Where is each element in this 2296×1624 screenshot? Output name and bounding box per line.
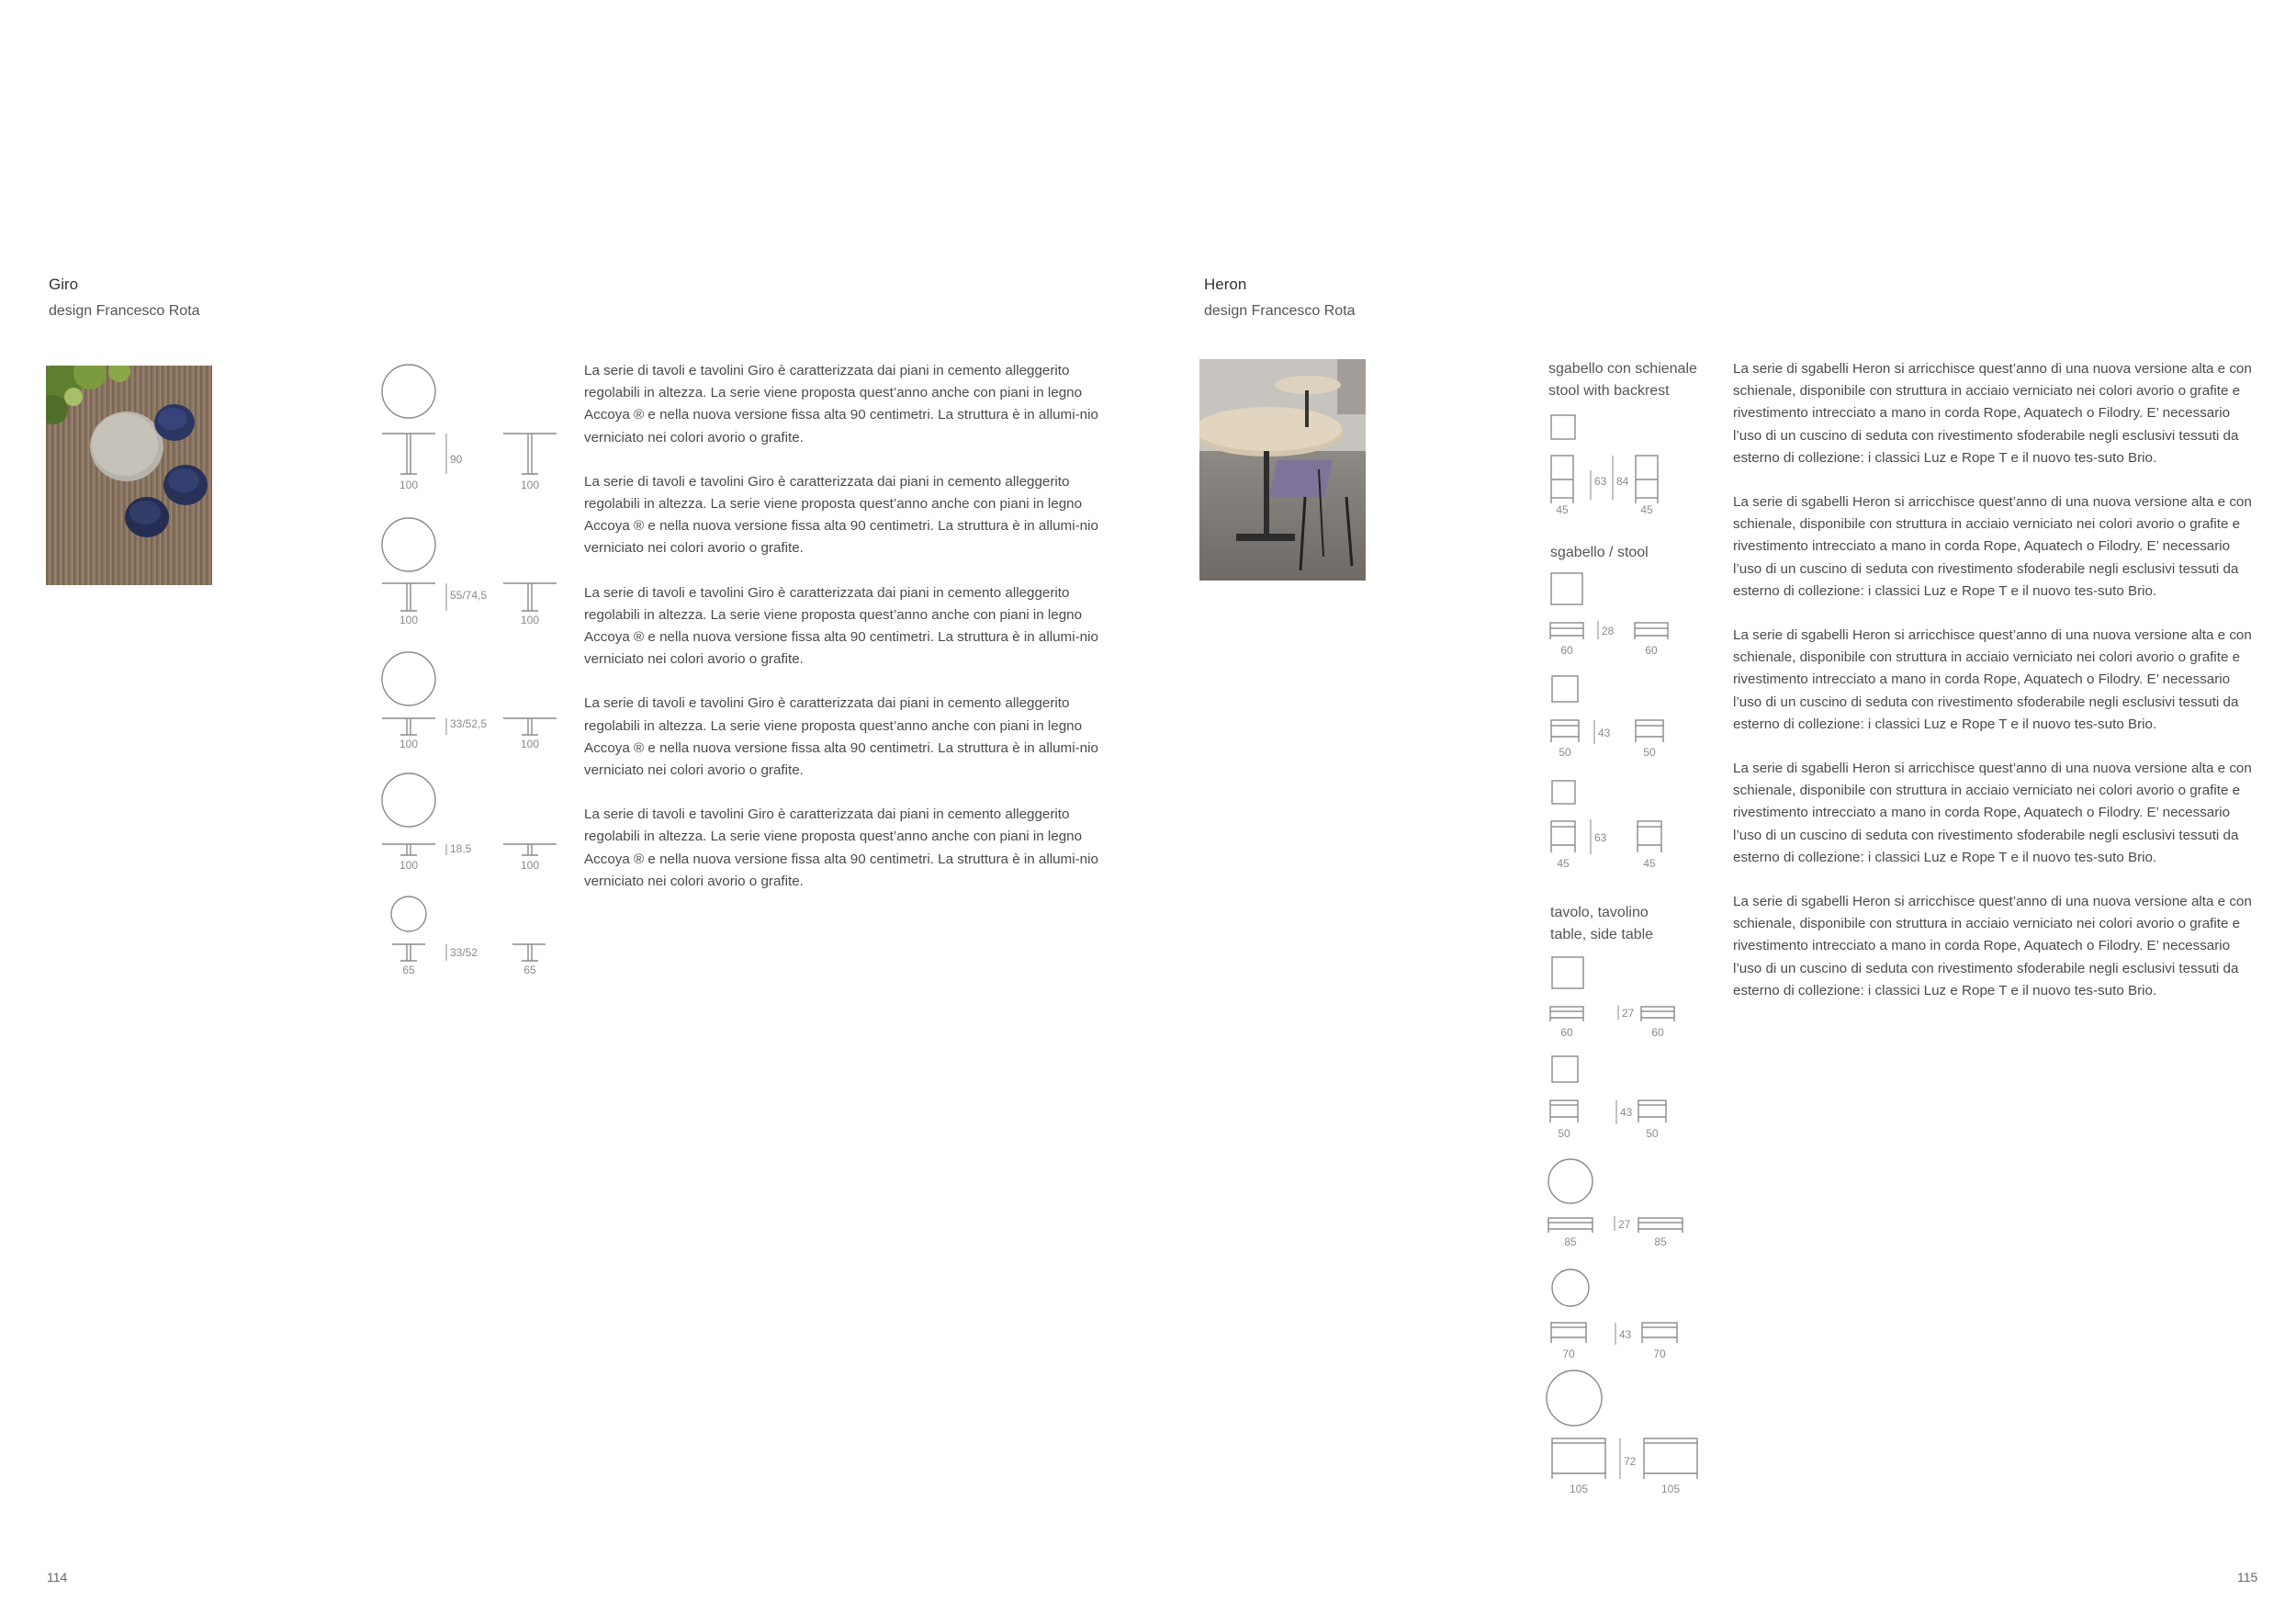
- backrest-back-height: 84: [1616, 475, 1629, 488]
- giro-d3-width-right: 100: [520, 738, 540, 750]
- heron-paragraph: La serie di sgabelli Heron si arricchisce quest’anno di una nuova versione alta e con schienale, disponibile con struttura in acciaio verniciato nei colori avorio o grafite e rivestimento intrecciato a mano in corda Rope, Aquatech o Filodry. E’ necessario l’uso di un cuscino di seduta con rivestimento sfoderabile negli esclusivi tessuti da esterno di collezione: i classici Luz e Rope T e il nuovo tes-suto Brio.: [1733, 361, 2252, 466]
- giro-d4-height: 18,5: [450, 842, 472, 855]
- giro-d5-width-right: 65: [523, 964, 536, 976]
- table2-width-left: 50: [1558, 1127, 1570, 1140]
- stool2-height: 43: [1598, 727, 1611, 739]
- backrest-width-left: 45: [1556, 503, 1569, 516]
- stool3-width-right: 45: [1643, 857, 1656, 870]
- heron-dimension-diagrams: [1543, 404, 1708, 1497]
- table4-width-left: 70: [1562, 1348, 1575, 1360]
- giro-d3-width-left: 100: [399, 738, 419, 750]
- stool3-height: 63: [1594, 831, 1607, 844]
- giro-d5-height: 33/52: [450, 946, 478, 959]
- table4-width-right: 70: [1653, 1348, 1666, 1360]
- giro-designer: design Francesco Rota: [49, 303, 200, 319]
- label-stool-backrest-it: sgabello con schienale: [1548, 361, 1697, 377]
- heron-paragraph: La serie di sgabelli Heron si arricchisce quest’anno di una nuova versione alta e con schienale, disponibile con struttura in acciaio verniciato nei colori avorio o grafite e rivestimento intrecciato a mano in corda Rope, Aquatech o Filodry. E’ necessario l’uso di un cuscino di seduta con rivestimento sfoderabile negli esclusivi tessuti da esterno di collezione: i classici Luz e Rope T e il nuovo tes-suto Brio.: [1733, 761, 2252, 865]
- label-table-it: tavolo, tavolino: [1550, 905, 1649, 920]
- stool1-width-right: 60: [1645, 644, 1658, 657]
- stool2-width-right: 50: [1643, 746, 1656, 759]
- giro-d1-height: 90: [450, 453, 463, 466]
- heron-designer: design Francesco Rota: [1204, 303, 1356, 319]
- table5-width-right: 105: [1660, 1483, 1681, 1495]
- giro-d4-width-left: 100: [399, 859, 419, 872]
- giro-paragraph: La serie di tavoli e tavolini Giro è caratterizzata dai piani in cemento alleggerito regolabili in altezza. La serie viene proposta quest’anno anche con piani in legno Accoya ® e nella nuova versione fissa alta 90 centimetri. La struttura è in allumi-nio verniciato nei colori avorio o grafite.: [584, 695, 1098, 779]
- giro-paragraph: La serie di tavoli e tavolini Giro è caratterizzata dai piani in cemento alleggerito regolabili in altezza. La serie viene proposta quest’anno anche con piani in legno Accoya ® e nella nuova versione fissa alta 90 centimetri. La struttura è in allumi-nio verniciato nei colori avorio o grafite.: [584, 473, 1098, 557]
- table3-height: 27: [1618, 1218, 1631, 1231]
- giro-paragraph: La serie di tavoli e tavolini Giro è caratterizzata dai piani in cemento alleggerito regolabili in altezza. La serie viene proposta quest’anno anche con piani in legno Accoya ® e nella nuova versione fissa alta 90 centimetri. La struttura è in allumi-nio verniciato nei colori avorio o grafite.: [584, 363, 1098, 445]
- table1-width-left: 60: [1560, 1026, 1573, 1039]
- giro-dimension-diagrams: [367, 358, 579, 992]
- giro-description: [584, 360, 1115, 915]
- table5-height: 72: [1624, 1455, 1637, 1468]
- giro-d2-width-right: 100: [520, 614, 540, 626]
- label-stool-backrest-en: stool with backrest: [1548, 383, 1670, 399]
- heron-paragraph: La serie di sgabelli Heron si arricchisce quest’anno di una nuova versione alta e con schienale, disponibile con struttura in acciaio verniciato nei colori avorio o grafite e rivestimento intrecciato a mano in corda Rope, Aquatech o Filodry. E’ necessario l’uso di un cuscino di seduta con rivestimento sfoderabile negli esclusivi tessuti da esterno di collezione: i classici Luz e Rope T e il nuovo tes-suto Brio.: [1733, 627, 2252, 732]
- label-stool: sgabello / stool: [1550, 545, 1649, 560]
- giro-d1-width-left: 100: [399, 479, 419, 491]
- table1-height: 27: [1622, 1007, 1635, 1020]
- heron-paragraph: La serie di sgabelli Heron si arricchisce quest’anno di una nuova versione alta e con schienale, disponibile con struttura in acciaio verniciato nei colori avorio o grafite e rivestimento intrecciato a mano in corda Rope, Aquatech o Filodry. E’ necessario l’uso di un cuscino di seduta con rivestimento sfoderabile negli esclusivi tessuti da esterno di collezione: i classici Luz e Rope T e il nuovo tes-suto Brio.: [1733, 894, 2252, 998]
- giro-d5-width-left: 65: [402, 964, 415, 976]
- backrest-width-right: 45: [1640, 503, 1653, 516]
- table2-height: 43: [1620, 1106, 1633, 1119]
- giro-d2-width-left: 100: [399, 614, 419, 626]
- table5-width-left: 105: [1569, 1483, 1589, 1495]
- giro-title: Giro: [49, 276, 79, 293]
- giro-d4-width-right: 100: [520, 859, 540, 872]
- backrest-seat-height: 63: [1594, 475, 1607, 488]
- heron-description: [1733, 358, 2260, 1024]
- table2-width-right: 50: [1646, 1127, 1659, 1140]
- heron-title: Heron: [1204, 276, 1247, 293]
- page-number-right: 115: [2237, 1570, 2258, 1585]
- giro-d3-height: 33/52,5: [450, 717, 488, 730]
- stool2-width-left: 50: [1559, 746, 1571, 759]
- giro-product-photo: [46, 366, 212, 585]
- giro-d2-height: 55/74,5: [450, 589, 488, 602]
- heron-product-photo: [1199, 359, 1366, 581]
- stool3-width-left: 45: [1557, 857, 1570, 870]
- label-table-en: table, side table: [1550, 927, 1654, 942]
- page-number-left: 114: [47, 1570, 68, 1585]
- table3-width-right: 85: [1654, 1235, 1667, 1248]
- stool1-height: 28: [1602, 625, 1615, 637]
- giro-paragraph: La serie di tavoli e tavolini Giro è caratterizzata dai piani in cemento alleggerito regolabili in altezza. La serie viene proposta quest’anno anche con piani in legno Accoya ® e nella nuova versione fissa alta 90 centimetri. La struttura è in allumi-nio verniciato nei colori avorio o grafite.: [584, 584, 1098, 668]
- stool1-width-left: 60: [1560, 644, 1573, 657]
- heron-paragraph: La serie di sgabelli Heron si arricchisce quest’anno di una nuova versione alta e con schienale, disponibile con struttura in acciaio verniciato nei colori avorio o grafite e rivestimento intrecciato a mano in corda Rope, Aquatech o Filodry. E’ necessario l’uso di un cuscino di seduta con rivestimento sfoderabile negli esclusivi tessuti da esterno di collezione: i classici Luz e Rope T e il nuovo tes-suto Brio.: [1733, 494, 2252, 599]
- table3-width-left: 85: [1564, 1235, 1577, 1248]
- table4-height: 43: [1619, 1328, 1632, 1341]
- giro-d1-width-right: 100: [520, 479, 540, 491]
- table1-width-right: 60: [1651, 1026, 1664, 1039]
- giro-paragraph: La serie di tavoli e tavolini Giro è caratterizzata dai piani in cemento alleggerito regolabili in altezza. La serie viene proposta quest’anno anche con piani in legno Accoya ® e nella nuova versione fissa alta 90 centimetri. La struttura è in allumi-nio verniciato nei colori avorio o grafite.: [584, 806, 1098, 889]
